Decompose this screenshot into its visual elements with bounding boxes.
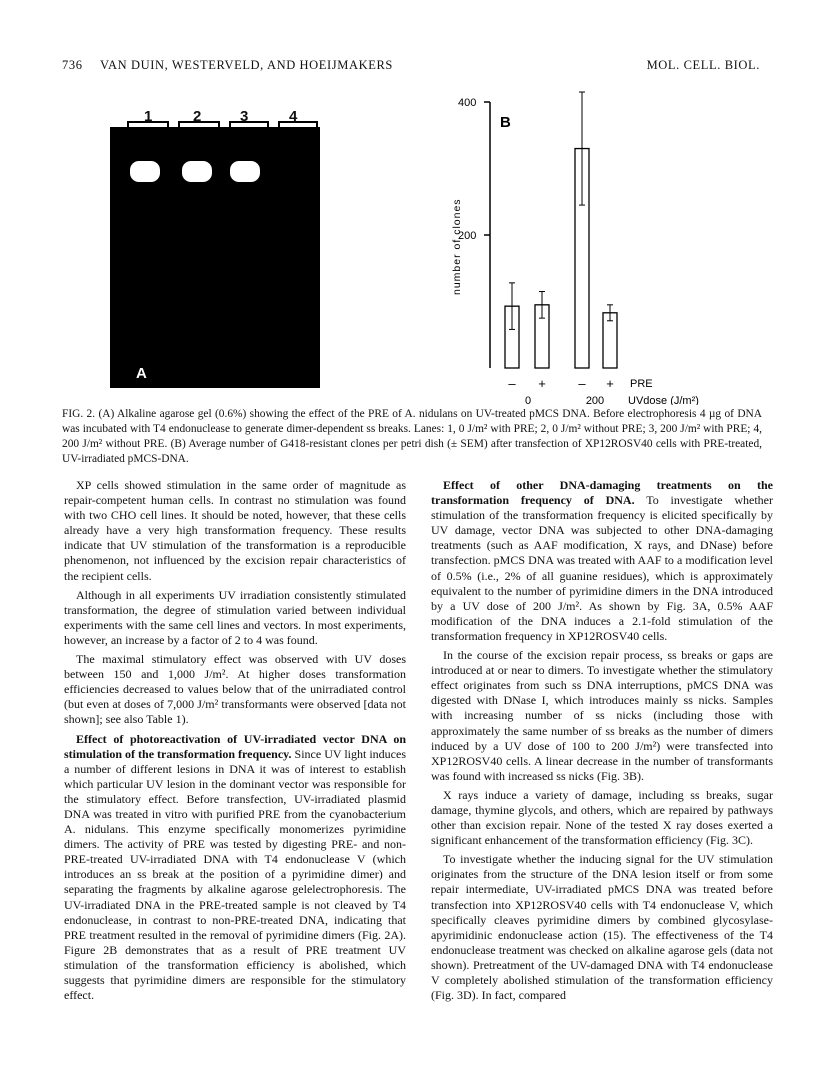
uv-group-label-200: 200 <box>585 395 605 405</box>
y-axis-label: number of clones <box>451 198 463 295</box>
lane-1-band <box>130 161 160 182</box>
left-paragraph-4 <box>64 732 406 1004</box>
uv-dose-label: UVdose (J/m²) <box>628 395 699 405</box>
left-paragraph-4-body: Since UV light induces a number of different lesions in DNA it was of interest to establish which particular UV lesion in the dominant vector was responsible for the stimulatory effect. Before transfection, UV-irradiated plasmid DNA was treated in vitro with purified PRE from the cyanobacterium A. nidulans. This enzyme specifically monomerizes pyrimidine dimers. The activity of PRE was tested by digesting PRE- and non-PRE-treated UV-irradiated DNA with T4 endonuclease V (which introduces an ss break at the position of a pyrimidine dimer) and separating the fragments by alkaline agarose gelelectrophoresis. The UV-irradiated DNA in the PRE-treated sample is not cleaved by T4 endonuclease, in contrast to non-PRE-treated DNA, indicating that PRE treatment resulted in the removal of pyrimidine dimers (Fig. 2A). Figure 2B demonstrates that as a result of PRE treatment UV stimulation of the transformation efficiency is abolished, which suggests that pyrimidine dimers are responsible for the stimulatory effect. <box>64 746 406 1003</box>
caption-text: (A) Alkaline agarose gel (0.6%) showing the effect of the PRE of A. nidulans on UV-treated pMCS DNA. Before electrophoresis 4 µg of DNA was incubated with T4 endonuclease to generate dimer-dependent ss breaks. Lanes: 1, 0 J/m² with PRE; 2, 0 J/m² without PRE; 3, 200 J/m² with PRE; 4, 200 J/m² without PRE. (B) Average number of G418-resistant clones per petri dish (± SEM) after transfection of XP12ROSV40 cells with PRE-treated, UV-irradiated pMCS-DNA. <box>62 408 763 465</box>
lane-label-4: 4 <box>289 108 298 125</box>
pre-sign-3: – <box>578 376 586 391</box>
lane-2-band <box>182 161 212 182</box>
section-heading-photoreactivation: Effect of photoreactivation of UV-irradiated vector DNA on stimulation of the transformation frequency. <box>64 731 406 761</box>
pre-sign-2: + <box>538 376 546 391</box>
section-heading-dna-damaging: Effect of other DNA-damaging treatments on the transformation frequency of DNA. <box>431 478 773 508</box>
left-paragraph-2: Although in all experiments UV irradiation consistently stimulated transformation, the degree of stimulation varied between individual experiments with the same cell lines and vectors. In most experiments, however, an increase by a factor of 2 to 4 was found. <box>64 587 406 647</box>
lane-label-2: 2 <box>193 108 202 125</box>
pre-label: PRE <box>630 378 653 390</box>
right-paragraph-4: To investigate whether the inducing signal for the UV stimulation originates from the structure of the DNA lesion itself or from some repair intermediate, UV-irradiated pMCS DNA was treated before transfection into XP12ROSV40 cells with T4 endonuclease V, which specifically cleaves pyrimidine dimers by combined glycosylase-apyrimidinic endonuclease action (15). The effectiveness of the T4 endonuclease treatment was checked on alkaline agarose gels (data not shown). Pretreatment of the UV-damaged DNA with T4 endonuclease V completely abolished stimulation of the transformation efficiency (Fig. 3D). In fact, compared <box>431 852 773 1003</box>
right-paragraph-3: X rays induce a variety of damage, including ss breaks, sugar damage, thymine glycols, and others, which are repaired by pathways other than excision repair. None of the tested X ray doses exerted a significant enhancement of the transformation efficiency (Fig. 3C). <box>431 787 773 848</box>
y-tick-label-200: 200 <box>458 230 477 242</box>
left-paragraph-1: XP cells showed stimulation in the same order of magnitude as repair-competent human cells. In contrast no stimulation was found with two CHO cell lines. It should be noted, however, that these cells already have a very high transformation frequency. These results indicate that UV stimulation of the transformation is a reproducible phenomenon, not influenced by the excision repair characteristics of the recipient cells. <box>64 478 406 583</box>
running-authors: VAN DUIN, WESTERVELD, AND HOEIJMAKERS <box>100 58 393 72</box>
panel-a-label: A <box>136 365 147 382</box>
lane-label-3: 3 <box>240 108 249 125</box>
right-column <box>431 478 773 1003</box>
right-paragraph-1 <box>431 478 773 644</box>
figure-label: FIG. 2. <box>62 408 96 420</box>
right-paragraph-1-body: To investigate whether stimulation of the transformation frequency is elicited specifically by UV damage, vector DNA was subjected to other DNA-damaging treatments (such as AAF modification, X rays, and DNase) before transfection. pMCS DNA was treated with AAF to a modification level of 0.5% (i.e., 2% of all guanine residues), which is approximately equivalent to the number of pyrimidine dimers in the DNA introduced by a UV dose of 200 J/m². As shown by Fig. 3A, 0.5% AAF modification of the DNA induces a 2.1-fold stimulation of the transformation frequency in XP12ROSV40 cells. <box>431 493 774 643</box>
panel-b-label: B <box>500 114 511 131</box>
bar-chart <box>430 85 730 405</box>
page-number: 736 <box>62 58 83 72</box>
lane-3-band <box>230 161 260 182</box>
pre-sign-1: – <box>508 376 516 391</box>
lane-label-1: 1 <box>144 108 153 125</box>
left-paragraph-3: The maximal stimulatory effect was observed with UV doses between 150 and 1,000 J/m². At higher doses transformation efficiencies decreased to values below that of the unirradiated control (but even at doses of 7,000 J/m² transformants were observed [data not shown]; see also Table 1). <box>64 652 406 727</box>
figure-caption <box>62 407 762 467</box>
journal-name: MOL. CELL. BIOL. <box>646 58 760 72</box>
pre-sign-4: + <box>606 376 614 391</box>
left-column <box>64 478 406 1003</box>
y-tick-label-400: 400 <box>458 97 477 109</box>
right-paragraph-2: In the course of the excision repair process, ss breaks or gaps are introduced at or near to dimers. To investigate whether the stimulatory effect originates from such ss DNA interruptions, pMCS DNA was digested with DNase I, which introduces mainly ss nicks. Samples with increasing number of ss nicks (including those with approximately the same number of ss breaks as the number of dimers induced by a UV dose of 100 to 200 J/m²) were transfected into XP12ROSV40 cells. A linear decrease in the number of transformants was found with increased ss nicks (Fig. 3B). <box>431 648 773 783</box>
uv-group-label-0: 0 <box>524 395 532 405</box>
